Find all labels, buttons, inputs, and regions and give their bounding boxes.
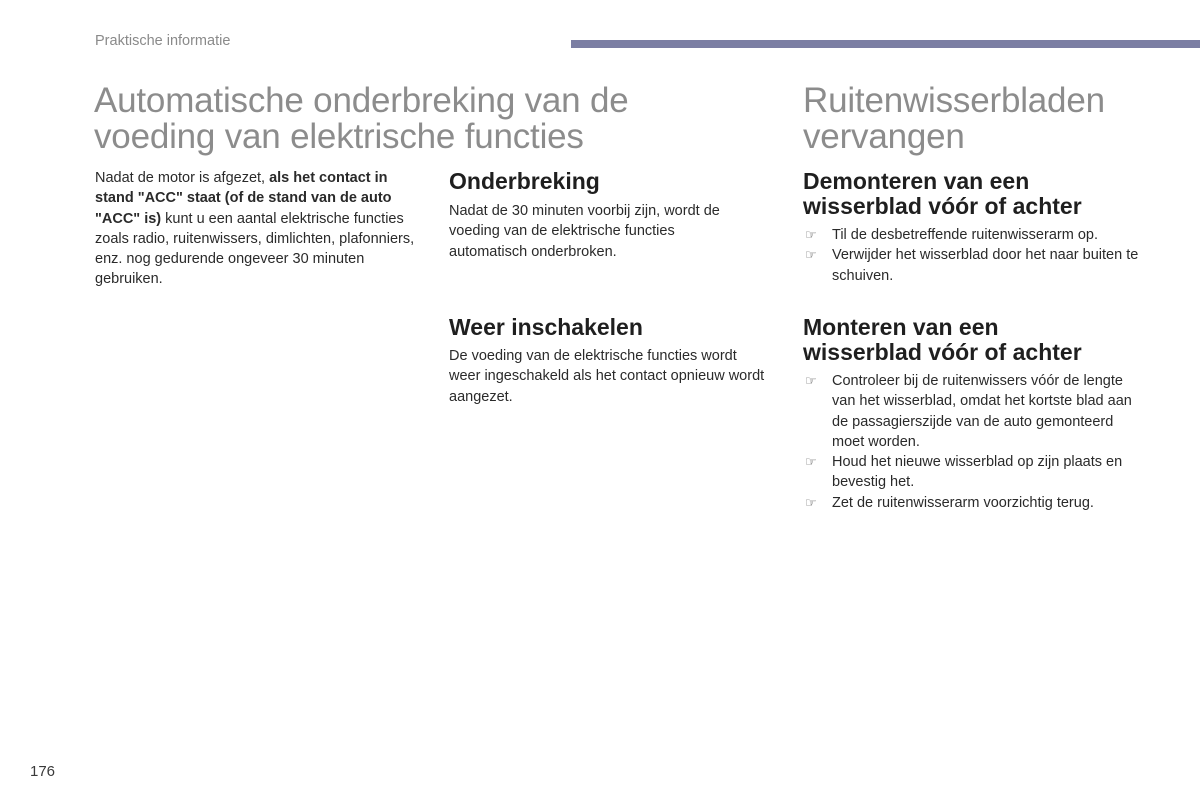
intro-text-2: kunt u een aantal elektrische functies zoals radio, ruitenwissers, dimlichten, plafonniers, enz. nog gedurende ongeveer 30 minuten gebruiken. xyxy=(95,210,415,288)
step-item xyxy=(803,452,1143,493)
paragraph-weer-inschakelen: De voeding van de elektrische functies wordt weer ingeschakeld als het contact opnieuw wordt aangezet. xyxy=(449,348,765,405)
intro-bold-text: als het contact in stand "ACC" staat (of de stand van de auto "ACC" is) xyxy=(95,170,392,227)
page-title-wiper-blades xyxy=(803,83,1183,155)
step-text: Til de desbetreffende ruitenwisserarm op. xyxy=(832,227,1098,243)
heading-line-2: wisserblad vóór of achter xyxy=(803,339,1082,365)
header-accent-bar xyxy=(571,40,1200,48)
step-text: Verwijder het wisserblad door het naar buiten te schuiven. xyxy=(832,247,1139,284)
title-line-1: Automatische onderbreking van de xyxy=(94,81,629,120)
title-line-1: Ruitenwisserbladen xyxy=(803,81,1105,120)
steps-list-monteren xyxy=(803,371,1143,513)
heading-line-1: Monteren van een xyxy=(803,314,999,340)
heading-line-2: wisserblad vóór of achter xyxy=(803,193,1082,219)
step-text: Zet de ruitenwisserarm voorzichtig terug. xyxy=(832,494,1094,511)
title-line-2: vervangen xyxy=(803,117,965,156)
steps-list-demonteren xyxy=(803,225,1143,286)
step-text: Houd het nieuwe wisserblad op zijn plaats en bevestig het. xyxy=(832,454,1123,491)
heading-onderbreking: Onderbreking xyxy=(449,168,600,194)
page-title-power-cutoff xyxy=(94,83,734,155)
step-item xyxy=(803,493,1143,513)
step-item xyxy=(803,371,1143,452)
heading-weer-inschakelen: Weer inschakelen xyxy=(449,314,643,340)
page-number: 176 xyxy=(30,763,56,780)
pointing-hand-icon: ☞ xyxy=(805,373,817,388)
pointing-hand-icon: ☞ xyxy=(805,454,817,470)
pointing-hand-icon: ☞ xyxy=(805,494,817,510)
step-item xyxy=(803,225,1143,245)
heading-demonteren xyxy=(803,169,1163,219)
pointing-hand-icon: ☞ xyxy=(805,227,817,242)
step-item xyxy=(803,245,1143,286)
intro-paragraph xyxy=(95,168,420,290)
title-line-2: voeding van elektrische functies xyxy=(94,117,584,156)
intro-text-1: Nadat de motor is afgezet, xyxy=(95,170,270,186)
heading-line-1: Demonteren van een xyxy=(803,168,1030,194)
paragraph-onderbreking: Nadat de 30 minuten voorbij zijn, wordt de voeding van de elektrische functies automatisch onderbroken. xyxy=(449,203,720,260)
heading-monteren xyxy=(803,315,1163,365)
step-text: Controleer bij de ruitenwissers vóór de lengte van het wisserblad, omdat het kortste blad aan de passagierszijde van de auto gemonteerd moet worden. xyxy=(832,373,1132,450)
section-label: Praktische informatie xyxy=(95,33,231,49)
pointing-hand-icon: ☞ xyxy=(805,247,817,263)
